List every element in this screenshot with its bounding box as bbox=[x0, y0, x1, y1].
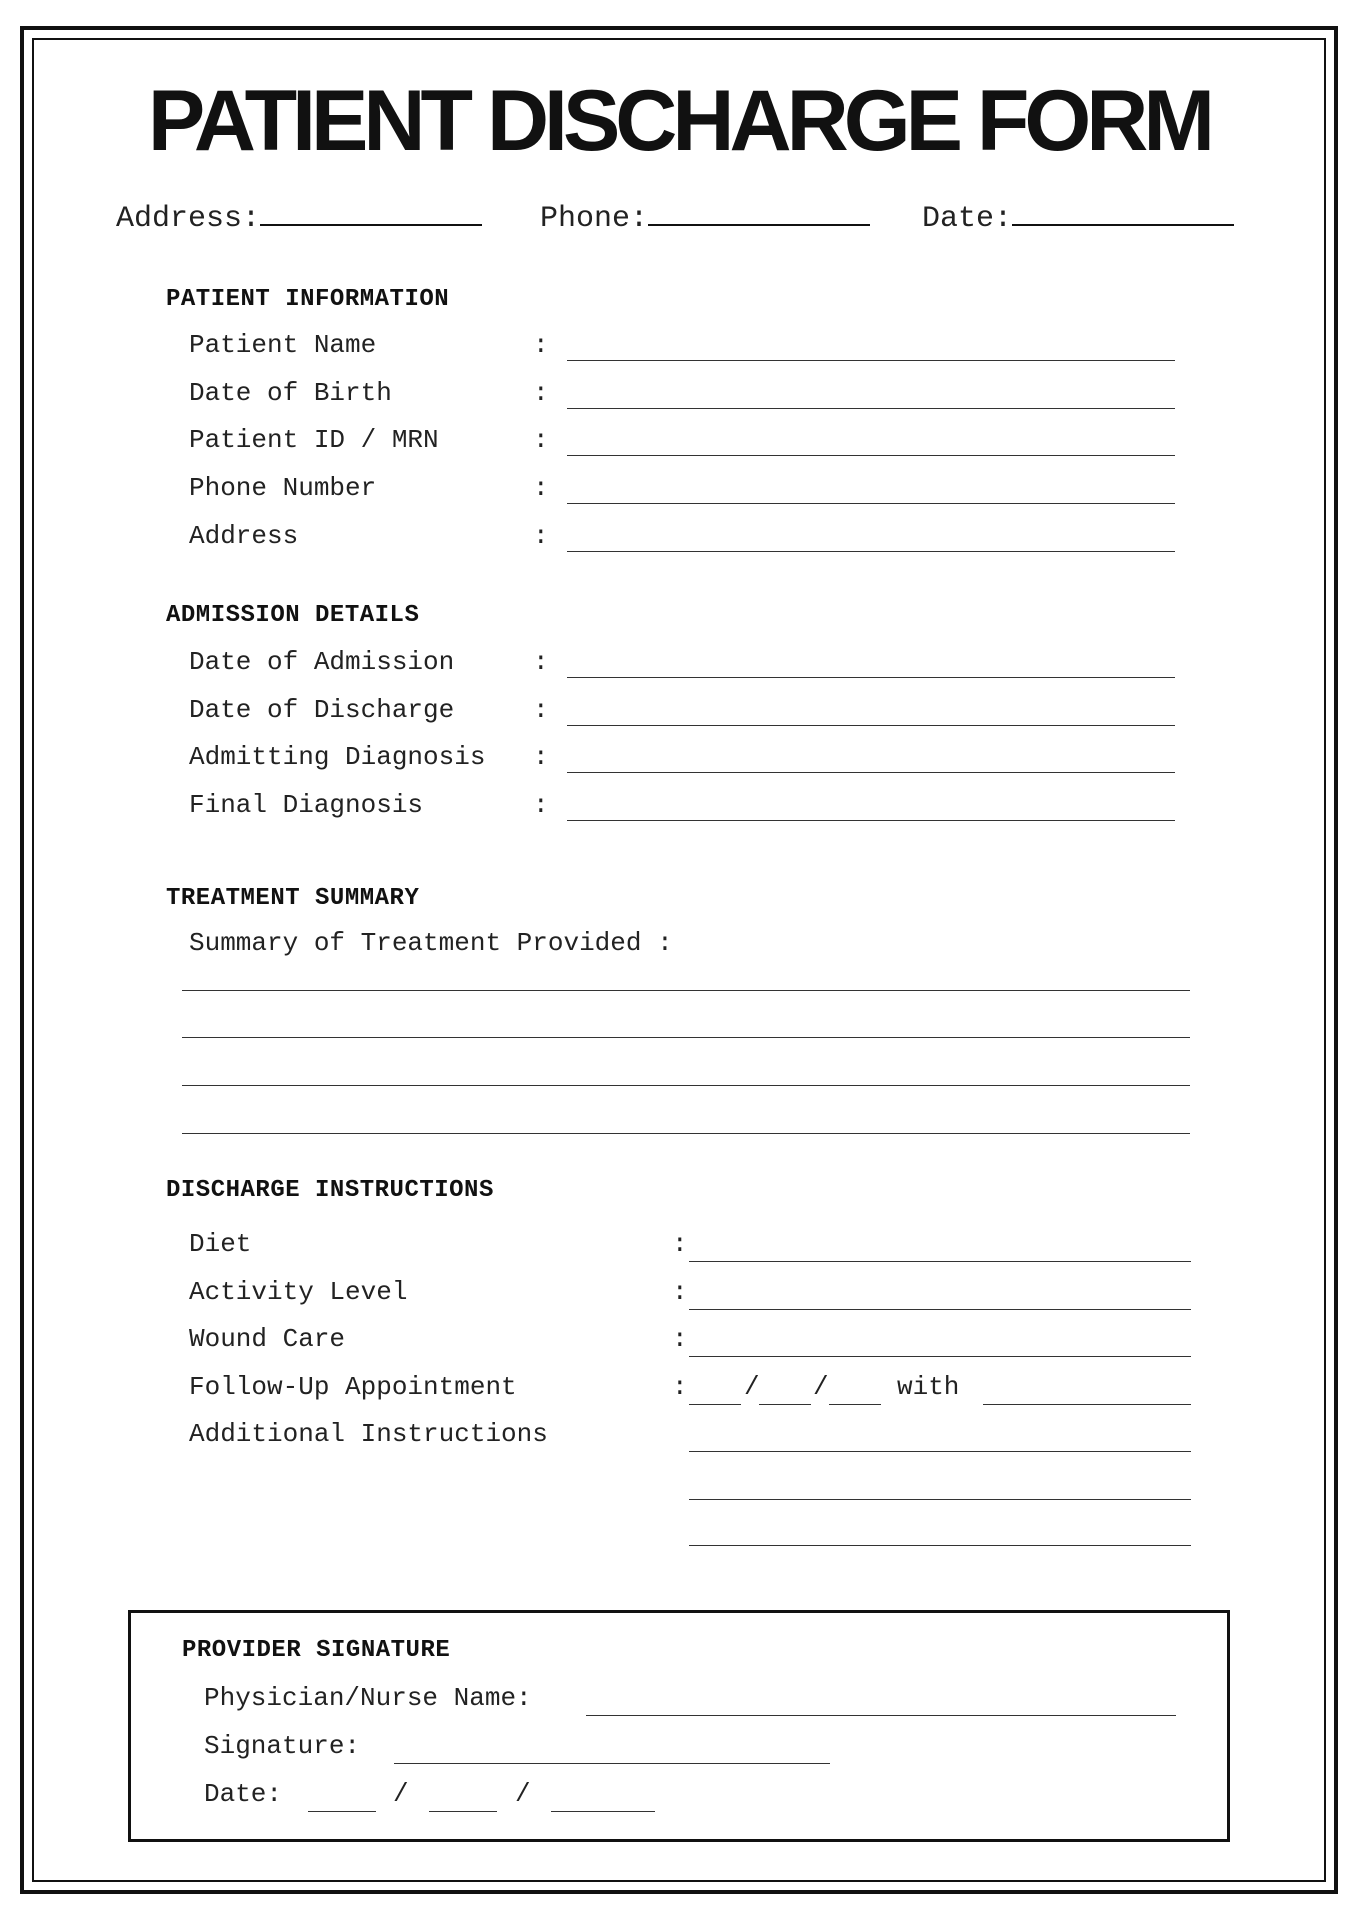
section-heading-admission-details: ADMISSION DETAILS bbox=[166, 602, 420, 629]
signature-field[interactable] bbox=[394, 1763, 830, 1764]
field-colon: : bbox=[672, 1229, 688, 1259]
field-colon: : bbox=[533, 425, 549, 455]
page-title: PATIENT DISCHARGE FORM bbox=[147, 73, 1211, 169]
header-date-field[interactable] bbox=[1012, 200, 1234, 226]
field-colon: : bbox=[533, 790, 549, 820]
field-label: Phone Number bbox=[189, 473, 377, 503]
signature-date-day-field[interactable] bbox=[429, 1811, 497, 1812]
follow-up-separator: / bbox=[813, 1372, 829, 1402]
signature-date-separator: / bbox=[515, 1779, 531, 1809]
field-colon: : bbox=[672, 1372, 688, 1402]
physician-name-label: Physician/Nurse Name: bbox=[204, 1683, 532, 1713]
field-label: Date of Birth bbox=[189, 378, 392, 408]
follow-up-day-field[interactable] bbox=[759, 1404, 811, 1405]
additional-instructions-line[interactable] bbox=[689, 1545, 1191, 1546]
additional-instructions-line[interactable] bbox=[689, 1499, 1191, 1500]
inner-border bbox=[32, 38, 1326, 1882]
field-label: Address bbox=[189, 521, 299, 551]
field-colon: : bbox=[533, 521, 549, 551]
field-phone-number[interactable] bbox=[567, 503, 1175, 504]
field-label: Patient ID / MRN bbox=[189, 425, 439, 455]
signature-date-label: Date: bbox=[204, 1779, 283, 1809]
field-label: Additional Instructions bbox=[189, 1419, 548, 1449]
follow-up-month-field[interactable] bbox=[689, 1404, 741, 1405]
field-wound-care[interactable] bbox=[689, 1356, 1191, 1357]
section-heading-treatment-summary: TREATMENT SUMMARY bbox=[166, 885, 420, 912]
field-colon: : bbox=[533, 378, 549, 408]
field-colon: : bbox=[672, 1277, 688, 1307]
field-activity-level[interactable] bbox=[689, 1309, 1191, 1310]
section-heading-patient-information: PATIENT INFORMATION bbox=[166, 286, 450, 313]
field-date-of-birth[interactable] bbox=[567, 408, 1175, 409]
signature-date-month-field[interactable] bbox=[308, 1811, 376, 1812]
field-label: Final Diagnosis bbox=[189, 790, 424, 820]
field-label: Follow-Up Appointment bbox=[189, 1372, 517, 1402]
field-colon: : bbox=[533, 330, 549, 360]
section-heading-provider-signature: PROVIDER SIGNATURE bbox=[182, 1637, 451, 1664]
field-label: Diet bbox=[189, 1229, 252, 1259]
field-label: Patient Name bbox=[189, 330, 377, 360]
field-label: Admitting Diagnosis bbox=[189, 742, 486, 772]
field-label: Activity Level bbox=[189, 1277, 408, 1307]
field-diet[interactable] bbox=[689, 1261, 1191, 1262]
follow-up-with-label: with bbox=[897, 1372, 960, 1402]
field-colon: : bbox=[533, 647, 549, 677]
additional-instructions-line[interactable] bbox=[689, 1451, 1191, 1452]
section-heading-discharge-instructions: DISCHARGE INSTRUCTIONS bbox=[166, 1177, 494, 1204]
field-label: Wound Care bbox=[189, 1324, 346, 1354]
signature-date-year-field[interactable] bbox=[551, 1811, 655, 1812]
treatment-summary-line[interactable] bbox=[182, 1085, 1190, 1086]
field-label: Date of Admission bbox=[189, 647, 455, 677]
field-row-follow-up bbox=[189, 1372, 1189, 1408]
field-colon: : bbox=[533, 742, 549, 772]
header-phone bbox=[540, 200, 870, 236]
physician-name-field[interactable] bbox=[586, 1715, 1176, 1716]
signature-label: Signature: bbox=[204, 1731, 361, 1761]
header-address bbox=[116, 200, 482, 236]
field-patient-id[interactable] bbox=[567, 455, 1175, 456]
follow-up-provider-field[interactable] bbox=[983, 1404, 1191, 1405]
field-row bbox=[189, 1324, 1189, 1360]
field-patient-name[interactable] bbox=[567, 360, 1175, 361]
header-phone-label: Phone: bbox=[540, 202, 649, 236]
field-address[interactable] bbox=[567, 551, 1175, 552]
signature-date-separator: / bbox=[393, 1779, 409, 1809]
field-colon: : bbox=[533, 695, 549, 725]
field-label: Date of Discharge bbox=[189, 695, 455, 725]
field-final-diagnosis[interactable] bbox=[567, 820, 1175, 821]
header-phone-field[interactable] bbox=[648, 200, 870, 226]
field-row bbox=[189, 1419, 1189, 1455]
field-colon: : bbox=[533, 473, 549, 503]
field-date-of-discharge[interactable] bbox=[567, 725, 1175, 726]
field-admitting-diagnosis[interactable] bbox=[567, 772, 1175, 773]
provider-signature-box bbox=[128, 1610, 1230, 1842]
header-address-field[interactable] bbox=[260, 200, 482, 226]
field-row bbox=[189, 1277, 1189, 1313]
field-date-of-admission[interactable] bbox=[567, 677, 1175, 678]
field-row bbox=[189, 1229, 1189, 1265]
treatment-summary-line[interactable] bbox=[182, 1037, 1190, 1038]
treatment-summary-line[interactable] bbox=[182, 1133, 1190, 1134]
follow-up-separator: / bbox=[744, 1372, 760, 1402]
header-address-label: Address: bbox=[116, 202, 261, 236]
treatment-summary-prompt: Summary of Treatment Provided : bbox=[189, 928, 673, 958]
header-date bbox=[922, 200, 1234, 236]
treatment-summary-line[interactable] bbox=[182, 990, 1190, 991]
header-date-label: Date: bbox=[922, 202, 1013, 236]
field-colon: : bbox=[672, 1324, 688, 1354]
follow-up-year-field[interactable] bbox=[829, 1404, 881, 1405]
